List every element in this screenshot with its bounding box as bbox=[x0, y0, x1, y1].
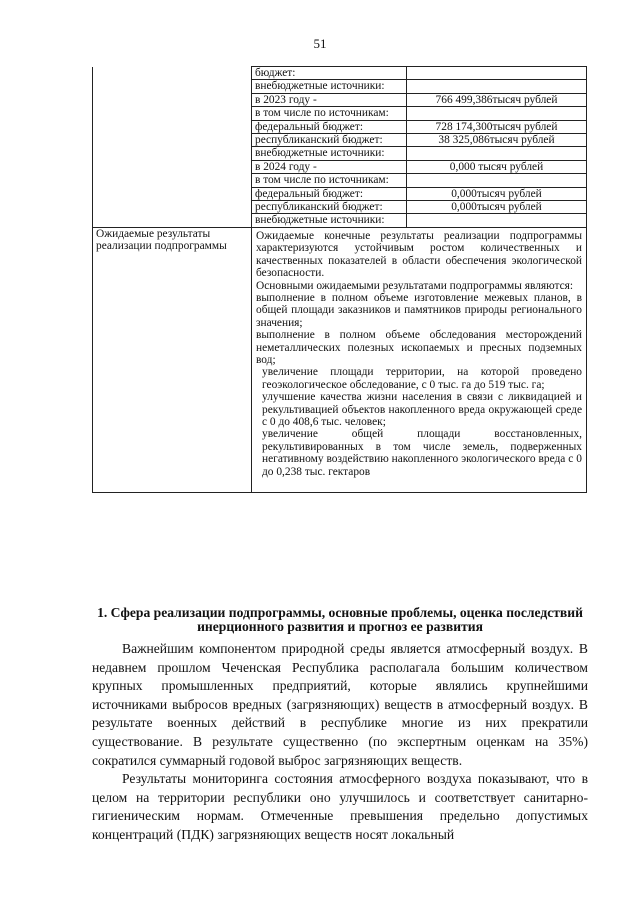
finance-label: внебюджетные источники: bbox=[252, 214, 407, 227]
empty-category-cell bbox=[93, 134, 252, 147]
finance-value bbox=[407, 147, 587, 160]
empty-category-cell bbox=[93, 120, 252, 133]
empty-category-cell bbox=[93, 80, 252, 93]
budget-table bbox=[92, 66, 587, 493]
finance-row bbox=[93, 174, 587, 187]
finance-label: внебюджетные источники: bbox=[252, 147, 407, 160]
finance-row bbox=[93, 80, 587, 93]
finance-label: федеральный бюджет: bbox=[252, 120, 407, 133]
outcome-item: увеличение общей площади восстановленных, рекультивированных в том числе земель, подверженных негативному воздействию накопленного экологического вреда с 0 до 0,238 тыс. гектаров bbox=[262, 428, 582, 478]
empty-category-cell bbox=[93, 107, 252, 120]
finance-row bbox=[93, 67, 587, 80]
finance-value: 0,000тысяч рублей bbox=[407, 187, 587, 200]
page-number: 51 bbox=[313, 36, 327, 51]
finance-row bbox=[93, 201, 587, 214]
empty-category-cell bbox=[93, 187, 252, 200]
finance-value: 0,000 тысяч рублей bbox=[407, 160, 587, 173]
finance-label: республиканский бюджет: bbox=[252, 134, 407, 147]
empty-category-cell bbox=[93, 201, 252, 214]
finance-value bbox=[407, 107, 587, 120]
finance-label: федеральный бюджет: bbox=[252, 187, 407, 200]
finance-value: 728 174,300тысяч рублей bbox=[407, 120, 587, 133]
empty-category-cell bbox=[93, 214, 252, 227]
body-text bbox=[92, 640, 588, 845]
outcomes-intro: Ожидаемые конечные результаты реализации подпрограммы характеризуются устойчивым ростом количественных и качественных показателей в области обеспечения экологической безопасности. bbox=[256, 229, 582, 280]
finance-label: в 2024 году - bbox=[252, 160, 407, 173]
empty-category-cell bbox=[93, 160, 252, 173]
outcome-item: выполнение в полном объеме обследования месторождений неметаллических полезных ископаемых и пресных подземных вод; bbox=[256, 329, 582, 366]
finance-row bbox=[93, 93, 587, 106]
section-heading: 1. Сфера реализации подпрограммы, основные проблемы, оценка последствий инерционного развития и прогноз ее развития bbox=[97, 605, 583, 634]
finance-row bbox=[93, 187, 587, 200]
outcome-item: увеличение площади территории, на которой проведено геоэкологическое обследование, с 0 тыс. га до 519 тыс. га; bbox=[262, 366, 582, 391]
empty-category-cell bbox=[93, 147, 252, 160]
finance-value: 0,000тысяч рублей bbox=[407, 201, 587, 214]
paragraph: Результаты мониторинга состояния атмосферного воздуха показывают, что в целом на территории республики оно улучшилось и соответствует санитарно-гигиеническим нормам. Отмеченные превышения предельно допустимых концентраций (ПДК) загрязняющих веществ носят локальный bbox=[92, 771, 588, 842]
outcome-item: выполнение в полном объеме изготовление межевых планов, в общей площади заказников и памятников природы регионального значения; bbox=[256, 291, 582, 329]
finance-row bbox=[93, 107, 587, 120]
finance-value bbox=[407, 67, 587, 80]
finance-row bbox=[93, 134, 587, 147]
empty-category-cell bbox=[93, 93, 252, 106]
finance-value bbox=[407, 80, 587, 93]
finance-row bbox=[93, 147, 587, 160]
finance-row bbox=[93, 120, 587, 133]
finance-value: 38 325,086тысяч рублей bbox=[407, 134, 587, 147]
outcomes-row bbox=[93, 227, 587, 492]
finance-label: в том числе по источникам: bbox=[252, 107, 407, 120]
outcomes-label: Ожидаемые результаты реализации подпрограммы bbox=[93, 227, 252, 492]
outcome-item: улучшение качества жизни населения в связи с ликвидацией и рекультивацией объектов накопленного вреда окружающей среде с 0 до 408,6 тыс. человек; bbox=[262, 391, 582, 428]
finance-label: республиканский бюджет: bbox=[252, 201, 407, 214]
empty-category-cell bbox=[93, 67, 252, 80]
finance-value bbox=[407, 174, 587, 187]
finance-row bbox=[93, 160, 587, 173]
finance-row bbox=[93, 214, 587, 227]
outcomes-lead: Основными ожидаемыми результатами подпрограммы являются: bbox=[256, 279, 574, 292]
finance-value: 766 499,386тысяч рублей bbox=[407, 93, 587, 106]
finance-label: внебюджетные источники: bbox=[252, 80, 407, 93]
finance-label: бюджет: bbox=[252, 67, 407, 80]
empty-category-cell bbox=[93, 174, 252, 187]
outcomes-cell bbox=[252, 227, 587, 492]
finance-value bbox=[407, 214, 587, 227]
paragraph: Важнейшим компонентом природной среды является атмосферный воздух. В недавнем прошлом Чеченская Республика располагала большим количеством крупных промышленных предприятий, которые являлись крупнейшими источниками выбросов вредных (загрязняющих) веществ в атмосферный воздух. В результате военных действий в республике многие из них прекратили существование. В результате существенно (по экспертным оценкам на 35%) сократился суммарный годовой выброс загрязняющих веществ. bbox=[92, 641, 588, 768]
finance-label: в том числе по источникам: bbox=[252, 174, 407, 187]
finance-label: в 2023 году - bbox=[252, 93, 407, 106]
